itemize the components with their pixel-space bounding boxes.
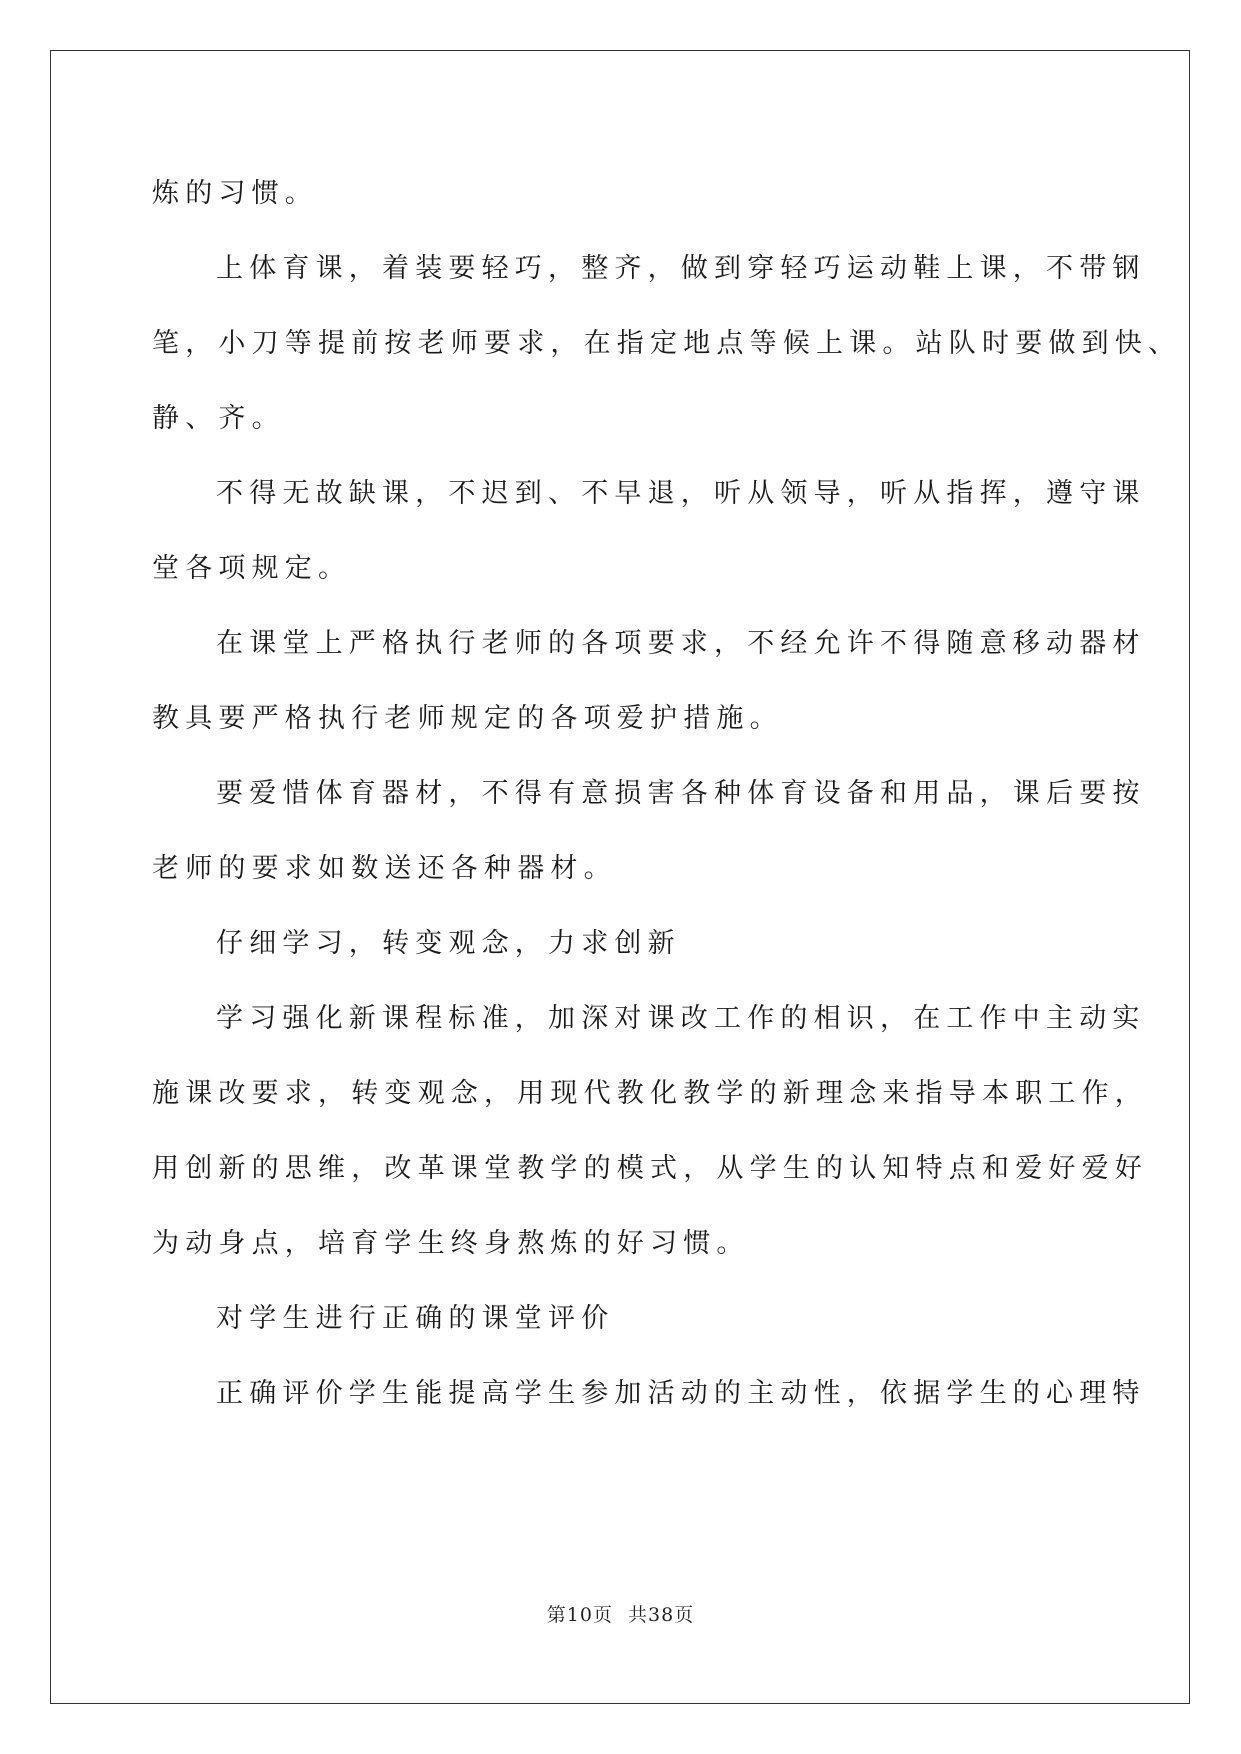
page-number: 第10页	[546, 1604, 613, 1626]
text-line: 教具要严格执行老师规定的各项爱护措施。	[152, 703, 783, 734]
text-line: 用创新的思维，改革课堂教学的模式，从学生的认知特点和爱好爱好	[152, 1153, 1148, 1184]
section-heading: 对学生进行正确的课堂评价	[216, 1303, 615, 1334]
page-footer	[0, 1600, 1241, 1627]
text-line: 炼的习惯。	[152, 178, 318, 209]
text-line: 笔，小刀等提前按老师要求，在指定地点等候上课。站队时要做到快、	[152, 328, 1182, 359]
page-total: 共38页	[628, 1604, 695, 1626]
text-line: 不得无故缺课，不迟到、不早退，听从领导，听从指挥，遵守课	[216, 478, 1146, 509]
section-heading: 仔细学习，转变观念，力求创新	[216, 928, 681, 959]
text-line: 老师的要求如数送还各种器材。	[152, 853, 617, 884]
text-line: 静、齐。	[152, 403, 285, 434]
text-line: 在课堂上严格执行老师的各项要求，不经允许不得随意移动器材	[216, 628, 1146, 659]
text-line: 要爱惜体育器材，不得有意损害各种体育设备和用品，课后要按	[216, 778, 1146, 809]
text-line: 为动身点，培育学生终身熬炼的好习惯。	[152, 1228, 750, 1259]
text-line: 堂各项规定。	[152, 553, 352, 584]
text-line: 上体育课，着装要轻巧，整齐，做到穿轻巧运动鞋上课，不带钢	[216, 253, 1146, 284]
text-line: 施课改要求，转变观念，用现代教化教学的新理念来指导本职工作，	[152, 1078, 1148, 1109]
text-line: 学习强化新课程标准，加深对课改工作的相识，在工作中主动实	[216, 1003, 1146, 1034]
text-line: 正确评价学生能提高学生参加活动的主动性，依据学生的心理特	[216, 1378, 1146, 1409]
document-body	[152, 156, 1182, 1431]
